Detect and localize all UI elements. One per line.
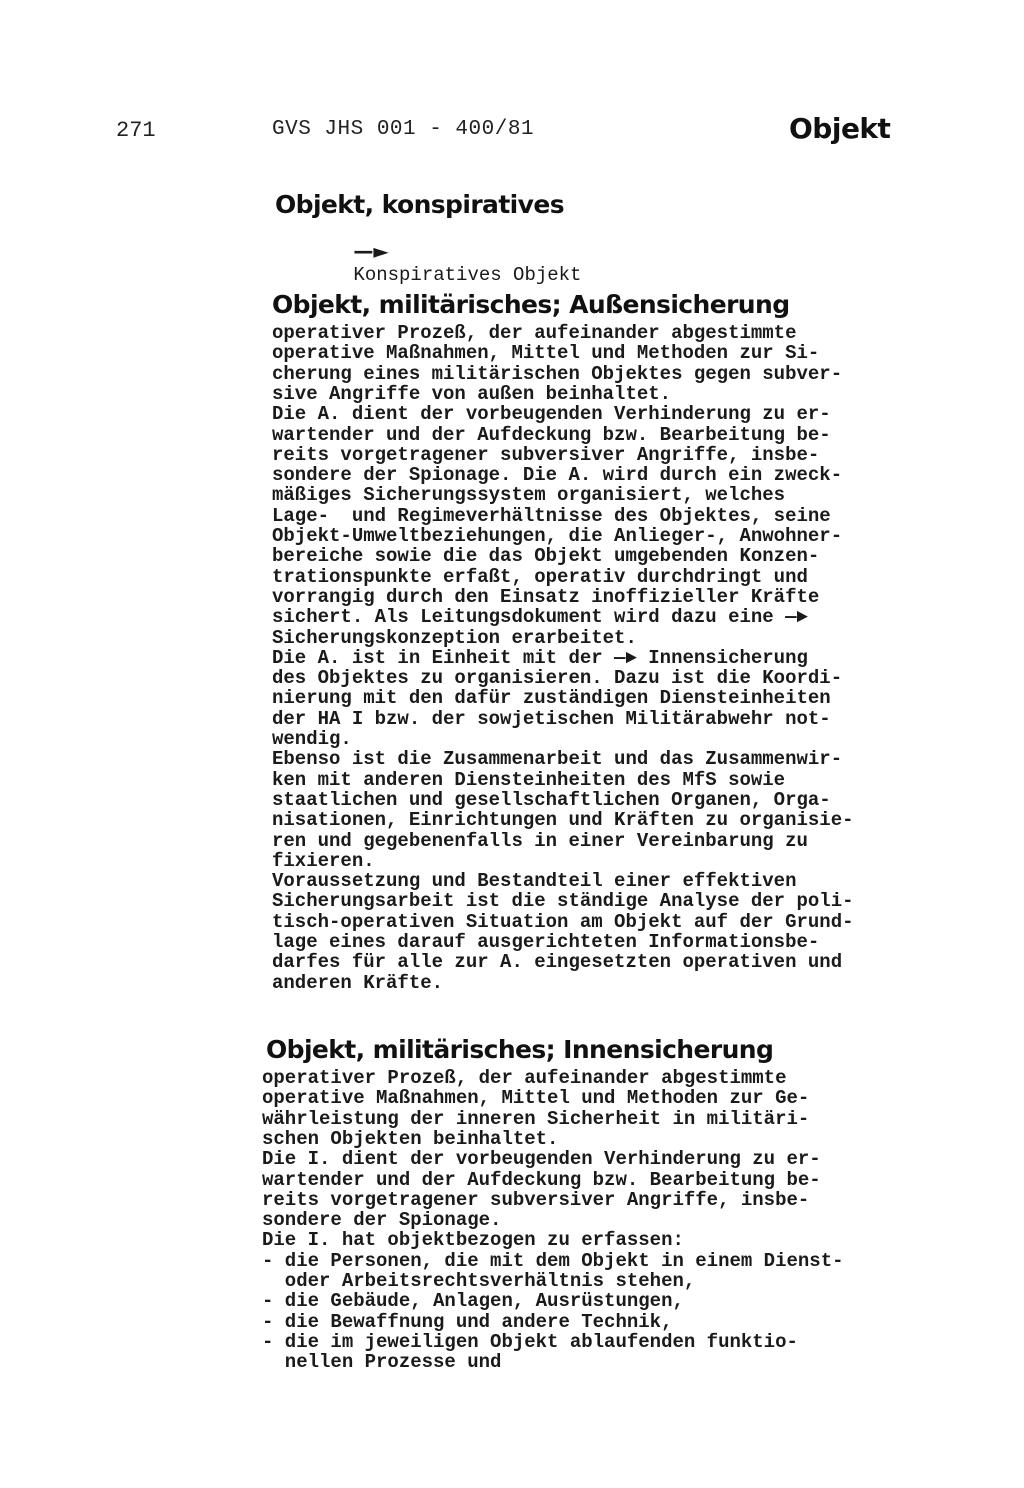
body-text-line: anderen Kräfte. (272, 971, 444, 994)
page-number: 271 (116, 118, 156, 143)
body-text-line: bereiche sowie die das Objekt umgebenden Konzen- (272, 545, 820, 568)
body-text-line: Die I. dient der vorbeugenden Verhinderung zu er- (262, 1148, 821, 1171)
body-text-line: operativer Prozeß, der aufeinander abgestimmte (272, 322, 797, 344)
body-text-line: darfes für alle zur A. eingesetzten operativen und (272, 951, 843, 974)
body-text-line: - die Bewaffnung und andere Technik, (262, 1310, 673, 1333)
entry-title: Objekt, militärisches; Innensicherung (266, 1035, 774, 1064)
body-text-line: operative Maßnahmen, Mittel und Methoden zur Ge- (262, 1087, 810, 1110)
entry-title: Objekt, militärisches; Außensicherung (272, 290, 790, 319)
body-text-line: nellen Prozesse und (262, 1351, 502, 1374)
body-text-line: Sicherungsarbeit ist die ständige Analyse der poli- (272, 890, 854, 913)
body-text-line: ken mit anderen Diensteinheiten des MfS sowie (272, 768, 786, 791)
body-text-line: cherung eines militärischen Objektes gegen subver- (272, 362, 843, 385)
body-text-line: oder Arbeitsrechtsverhältnis stehen, (262, 1270, 696, 1292)
body-text-line: fixieren. (272, 849, 375, 872)
body-text-line: nisationen, Einrichtungen und Kräften zu organisie- (272, 809, 854, 832)
body-text-line: trationspunkte erfaßt, operativ durchdringt und (272, 565, 808, 588)
arrow-right-icon: —► (353, 239, 389, 263)
body-text-line: wendig. (272, 728, 352, 750)
body-text-line: operativer Prozeß, der aufeinander abgestimmte (262, 1067, 787, 1089)
body-text-line: lage eines darauf ausgerichteten Informationsbe- (272, 931, 820, 953)
body-text-line: sichert. Als Leitungsdokument wird dazu eine —► (272, 606, 808, 629)
body-text-line: operative Maßnahmen, Mittel und Methoden zur Si- (272, 342, 820, 365)
body-text-line: Ebenso ist die Zusammenarbeit und das Zusammenwir- (272, 748, 843, 771)
body-text-line: schen Objekten beinhaltet. (262, 1127, 559, 1150)
document-reference: GVS JHS 001 - 400/81 (272, 118, 535, 141)
body-text-line: - die Personen, die mit dem Objekt in einem Dienst- (262, 1249, 844, 1272)
body-text-line: währleistung der inneren Sicherheit in militäri- (262, 1107, 810, 1130)
body-text-line: ren und gegebenenfalls in einer Vereinbarung zu (272, 829, 808, 852)
body-text-line: - die im jeweiligen Objekt ablaufenden funktio- (262, 1330, 798, 1353)
body-text-line: sive Angriffe von außen beinhaltet. (272, 382, 672, 405)
cross-reference-target: Konspiratives Objekt (353, 264, 582, 286)
body-text-line: wartender und der Aufdeckung bzw. Bearbeitung be- (262, 1168, 821, 1191)
body-text-line: nierung mit den dafür zuständigen Diensteinheiten (272, 687, 831, 710)
body-text-line: Sicherungskonzeption erarbeitet. (272, 626, 637, 649)
page-header (0, 112, 1024, 152)
body-text-line: der HA I bzw. der sowjetischen Militärabwehr not- (272, 707, 831, 730)
body-text-line: Die I. hat objektbezogen zu erfassen: (262, 1229, 684, 1252)
body-text-line: sondere der Spionage. Die A. wird durch ein zweck- (272, 464, 843, 487)
body-text-line: wartender und der Aufdeckung bzw. Bearbeitung be- (272, 423, 831, 446)
body-text-line: reits vorgetragener subversiver Angriffe, insbe- (262, 1188, 810, 1211)
body-text-line: Lage- und Regimeverhältnisse des Objektes, seine (272, 504, 831, 527)
entry-title: Objekt, konspiratives (275, 190, 564, 219)
body-text-line: vorrangig durch den Einsatz inoffizieller Kräfte (272, 585, 820, 608)
body-text-line: sondere der Spionage. (262, 1209, 502, 1232)
body-text-line: reits vorgetragener subversiver Angriffe, insbe- (272, 443, 820, 466)
body-text-line: - die Gebäude, Anlagen, Ausrüstungen, (262, 1290, 684, 1313)
body-text-line: staatlichen und gesellschaftlichen Organen, Orga- (272, 788, 831, 811)
running-head: Objekt (789, 112, 891, 145)
body-text-line: mäßiges Sicherungssystem organisiert, welches (272, 484, 786, 507)
body-text-line: Die A. ist in Einheit mit der —► Innensicherung (272, 646, 808, 669)
body-text-line: Objekt-Umweltbeziehungen, die Anlieger-, Anwohner- (272, 525, 843, 547)
body-text-line: Voraussetzung und Bestandteil einer effektiven (272, 870, 797, 893)
body-text-line: Die A. dient der vorbeugenden Verhinderung zu er- (272, 403, 831, 426)
body-text-line: des Objektes zu organisieren. Dazu ist die Koordi- (272, 667, 843, 690)
body-text-line: tisch-operativen Situation am Objekt auf der Grund- (272, 910, 854, 933)
